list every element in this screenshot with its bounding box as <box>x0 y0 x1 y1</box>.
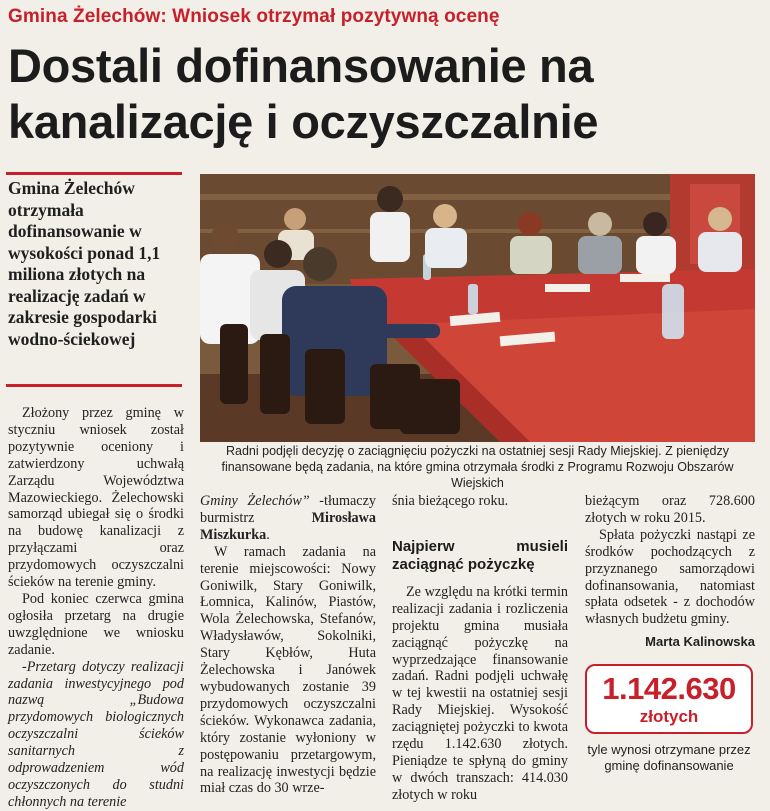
body-paragraph: Pod koniec czerwca gmina ogłosiła przetarg na drugie uwzględnione we wniosku zadanie. <box>8 590 184 658</box>
body-paragraph: śnia bieżącego roku. <box>392 493 509 509</box>
article-headline <box>8 38 768 150</box>
attribution-text: -tłumaczy burmistrz <box>200 493 376 526</box>
article-author: Marta Kalinowska <box>645 634 755 650</box>
mayor-name: Mirosława Miszkurka <box>200 509 376 543</box>
photo-illustration <box>200 174 755 442</box>
article-lead: Gmina Żelechów otrzymała dofinansowanie w wysokości ponad 1,1 miliona złotych na realizację zadań w zakresie gospodarki wodno-ściekowej <box>8 178 161 349</box>
photo-caption: Radni podjęli decyzję o zaciągnięciu pożyczki na ostatniej sesji Rady Miejskiej. Z pieniędzy finansowane będą zadania, na które gmina otrzymała środki z Programu Rozwoju Obszarów Wiejskich <box>221 444 734 490</box>
body-paragraph: W ramach zadania na terenie miejscowości: Nowy Goniwilk, Stary Goniwilk, Łomnica, Kalinów, Piastów, Wola Żelechowska, Stefanów, Władysławów, Sokolniki, Stary Kębłów, Huta Żelechowska i Janówek wybudowanych zostanie 39 przydomowych oczyszczalni ścieków. Wykonawca zadania, który zostanie wyłoniony w postępowaniu przetargowym, na realizację inwestycji będzie miał czas do 30 wrze- <box>200 543 376 797</box>
quote-end: Gminy Żelechów” <box>200 493 310 509</box>
article-column-2 <box>200 493 376 797</box>
article-kicker: Gmina Żelechów: Wniosek otrzymał pozytywną ocenę <box>8 6 500 27</box>
lead-divider-top <box>6 172 182 175</box>
adjacent-article-headline-fragment <box>530 0 770 18</box>
council-session-photo <box>200 174 755 442</box>
callout-unit: złotych <box>639 707 699 726</box>
amount-callout-box <box>585 664 753 734</box>
headline-line-1: Dostali dofinansowanie na <box>8 39 594 92</box>
quote-text: -Przetarg dotyczy realizacji zadania inwestycyjnego pod nazwą „Budowa przydomowych biologicznych oczyszczalni ścieków sanitarnych z odprowadzeniem wód oczyszczonych do studni chłonnych na terenie <box>8 658 184 810</box>
body-paragraph <box>200 493 376 544</box>
headline-line-2: kanalizację i oczyszczalnie <box>8 95 599 148</box>
article-column-3 <box>392 493 568 804</box>
body-paragraph: Złożony przez gminę w styczniu wniosek został pozytywnie oceniony i zatwierdzony uchwałą Zarządu Województwa Mazowieckiego. Żelechowski samorząd ubiegał się o środki na budowę kanalizacji z przyłączami oraz przydomowych oczyszczalni ścieków na terenie gminy. <box>8 405 184 591</box>
attribution-end: . <box>266 526 270 543</box>
lead-divider-bottom <box>6 384 182 387</box>
body-paragraph: bieżącym oraz 728.600 złotych w roku 2015. <box>585 493 755 526</box>
article-column-4 <box>585 493 755 651</box>
body-paragraph: Spłata pożyczki nastąpi ze środków pochodzących z przyznanego samorządowi dofinansowania, natomiast spłata odsetek - z dochodów własnych budżetu gminy. <box>585 526 755 628</box>
callout-amount: 1.142.630 <box>602 671 736 706</box>
article-subheading: Najpierw musieli zaciągnąć pożyczkę <box>392 537 568 573</box>
body-quote-paragraph <box>8 659 184 811</box>
body-paragraph: Ze względu na krótki termin realizacji zadania i rozliczenia projektu gmina musiała zaciągnąć pożyczkę na wyprzedzające finansowanie zadań. Radni podjęli uchwałę w tej kwestii na ostatniej sesji Rady Miejskiej. Wysokość zaciągniętej pożyczki to kwota rzędu 1.142.630 złotych. Pieniądze te spłyną do gminy w dwóch transzach: 414.030 złotych w roku <box>392 583 568 803</box>
callout-description: tyle wynosi otrzymane przez gminę dofinansowanie <box>587 742 751 773</box>
article-column-1 <box>8 405 184 811</box>
